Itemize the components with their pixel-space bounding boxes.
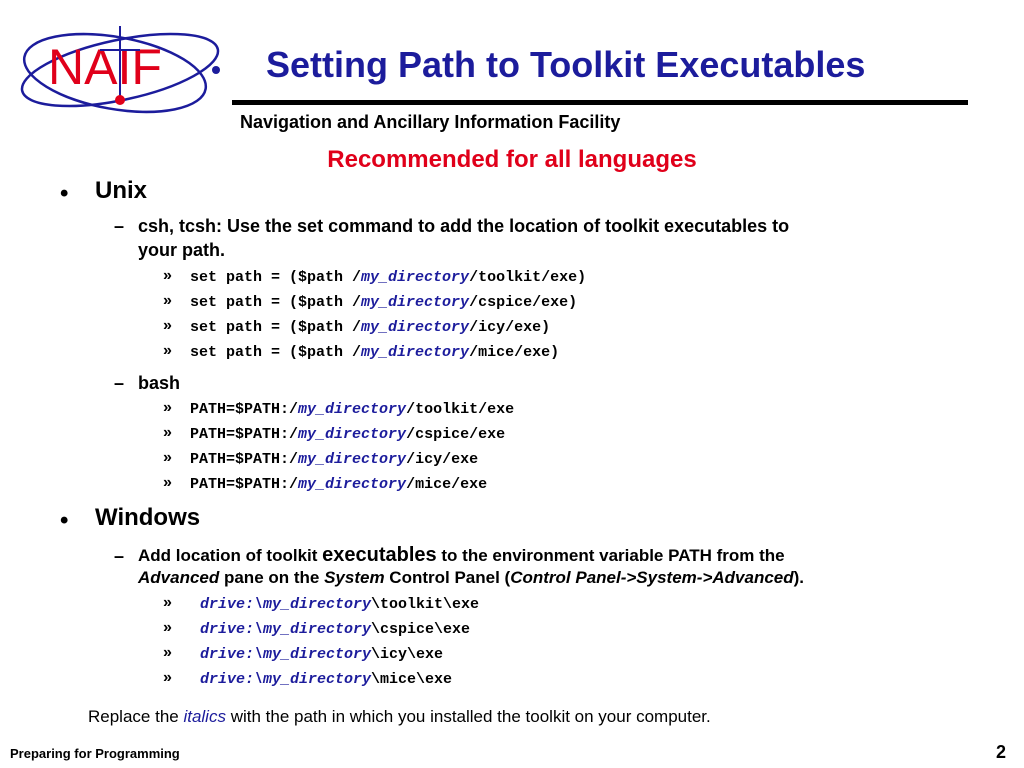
replace-italics-note: Replace the italics with the path in which you installed the toolkit on your computer. (88, 707, 711, 726)
page-title: Setting Path to Toolkit Executables (266, 44, 866, 85)
bullet-dash: – (114, 546, 125, 566)
bullet-chevron: » (163, 292, 172, 309)
csh-description-line2: your path. (138, 240, 226, 260)
windows-path-cspice: drive:\my_directory\cspice\exe (200, 621, 471, 638)
unix-heading: Unix (95, 177, 148, 204)
bullet-chevron: » (163, 474, 172, 491)
bash-command-toolkit: PATH=$PATH:/my_directory/toolkit/exe (190, 401, 515, 418)
logo-text: NAIF (48, 39, 162, 95)
bash-command-icy: PATH=$PATH:/my_directory/icy/exe (190, 451, 479, 468)
csh-command-icy: set path = ($path /my_directory/icy/exe) (190, 319, 551, 336)
bullet-chevron: » (163, 594, 172, 611)
bullet-chevron: » (163, 317, 172, 334)
windows-path-toolkit: drive:\my_directory\toolkit\exe (200, 596, 480, 613)
facility-name: Navigation and Ancillary Information Facility (240, 112, 621, 132)
bullet-chevron: » (163, 619, 172, 636)
footer-section-title: Preparing for Programming (10, 746, 180, 761)
bullet-dash: – (114, 216, 125, 236)
bullet-chevron: » (163, 267, 172, 284)
bullet-chevron: » (163, 399, 172, 416)
windows-heading: Windows (95, 504, 201, 531)
bullet-chevron: » (163, 644, 172, 661)
csh-command-cspice: set path = ($path /my_directory/cspice/exe) (190, 294, 578, 311)
csh-command-mice: set path = ($path /my_directory/mice/exe) (190, 344, 560, 361)
section-subtitle: Recommended for all languages (327, 146, 697, 173)
bash-command-mice: PATH=$PATH:/my_directory/mice/exe (190, 476, 488, 493)
page-number: 2 (996, 742, 1007, 762)
naif-logo (10, 18, 235, 118)
windows-path-mice: drive:\my_directory\mice\exe (200, 671, 453, 688)
windows-description-line1: Add location of toolkit executables to the environment variable PATH from the (138, 544, 785, 566)
bullet-chevron: » (163, 449, 172, 466)
bullet-dot: • (60, 180, 69, 207)
windows-description-line2: Advanced pane on the System Control Panel (Control Panel->System->Advanced). (138, 568, 805, 587)
csh-description-line1: csh, tcsh: Use the set command to add the location of toolkit executables to (138, 216, 790, 236)
title-divider (232, 100, 968, 105)
bash-heading: bash (138, 373, 181, 393)
windows-path-icy: drive:\my_directory\icy\exe (200, 646, 444, 663)
bullet-dot: • (60, 507, 69, 534)
bullet-chevron: » (163, 424, 172, 441)
bullet-dash: – (114, 373, 125, 393)
csh-command-toolkit: set path = ($path /my_directory/toolkit/exe) (190, 269, 587, 286)
bullet-chevron: » (163, 669, 172, 686)
bash-command-cspice: PATH=$PATH:/my_directory/cspice/exe (190, 426, 506, 443)
bullet-chevron: » (163, 342, 172, 359)
